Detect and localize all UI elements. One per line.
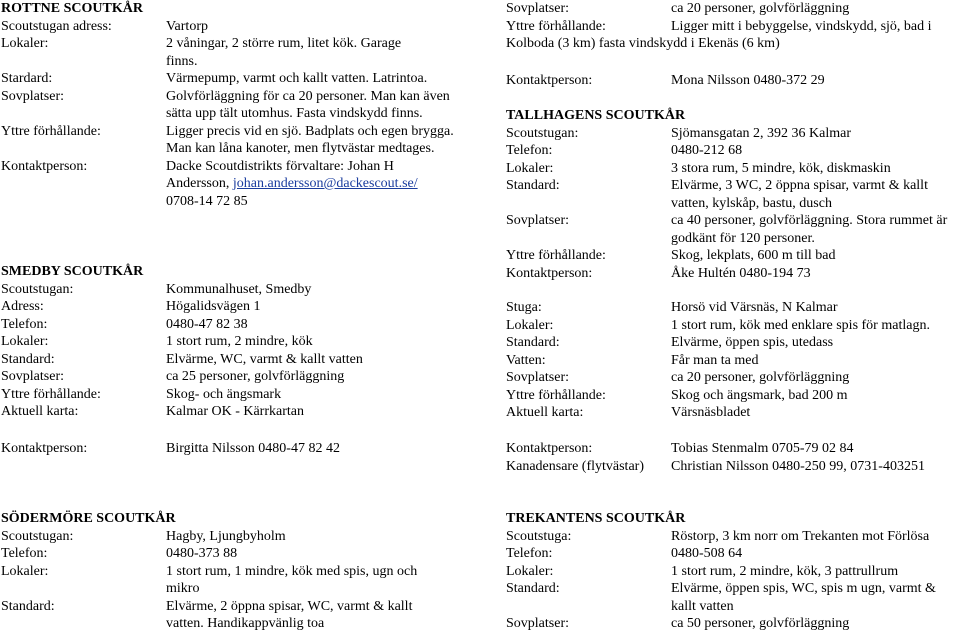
info-value: 3 stora rum, 5 mindre, kök, diskmaskin — [671, 160, 891, 176]
info-row — [1, 281, 479, 299]
info-value: Ligger mitt i bebyggelse, vindskydd, sjö, bad i Kolboda (3 km) fasta vindskydd i Ekenäs (6 km) — [506, 18, 932, 51]
info-row — [506, 212, 958, 247]
info-row — [506, 177, 958, 212]
info-row — [506, 142, 958, 160]
info-value: Kommunalhuset, Smedby — [166, 281, 312, 297]
info-value: 1 stort rum, kök med enklare spis för matlagn. — [671, 317, 930, 333]
info-row — [506, 545, 958, 563]
info-label: Stuga: — [506, 300, 542, 315]
info-label: Telefon: — [1, 316, 48, 332]
info-row — [1, 545, 479, 563]
info-row — [506, 458, 958, 476]
info-row — [1, 18, 479, 36]
email-link[interactable]: johan.andersson@dackescout.se/ — [232, 176, 418, 191]
info-value: ca 50 personer, golvförläggning — [671, 616, 850, 631]
info-value: Hagby, Ljungbyholm — [166, 528, 286, 544]
info-row — [1, 70, 479, 88]
info-row — [506, 160, 958, 178]
info-row — [1, 88, 479, 123]
info-value: Horsö vid Värsnäs, N Kalmar — [671, 300, 838, 315]
section-title: TREKANTENS SCOUTKÅR — [506, 511, 686, 526]
info-row — [1, 333, 479, 351]
info-row — [506, 440, 958, 458]
info-value: 0480-47 82 38 — [166, 316, 248, 332]
info-label: Sovplatser: — [506, 370, 569, 385]
info-value: Golvförläggning för ca 20 personer. Man kan även sätta upp tält utomhus. Fasta vindskydd finns. — [166, 88, 450, 121]
info-value: ca 40 personer, golvförläggning. Stora rummet är godkänt för 120 personer. — [671, 213, 948, 246]
info-value: Ligger precis vid en sjö. Badplats och egen brygga. Man kan låna kanoter, men flytvästar medtages. — [166, 123, 454, 156]
info-label: Aktuell karta: — [506, 405, 584, 420]
info-value: Vartorp — [166, 18, 208, 34]
info-label: Lokaler: — [506, 160, 554, 176]
info-value: Värsnäsbladet — [671, 405, 751, 420]
info-label: Lokaler: — [1, 563, 49, 579]
continued-contact — [506, 72, 958, 90]
info-label: Standard: — [506, 581, 560, 596]
info-value: Elvärme, 2 öppna spisar, WC, varmt & kallt vatten. Handikappvänlig toa — [166, 598, 413, 631]
info-row — [506, 299, 958, 317]
info-row — [1, 123, 479, 158]
info-value: 0480-373 88 — [166, 546, 238, 561]
info-value: Värmepump, varmt och kallt vatten. Latrintoa. — [166, 71, 428, 86]
info-row — [506, 615, 958, 633]
info-row — [506, 265, 958, 283]
section-continued — [506, 0, 958, 53]
section-tallhagen — [506, 107, 958, 282]
info-row — [1, 403, 479, 421]
info-label: Scoutstugan adress: — [1, 18, 112, 34]
section-title: SMEDBY SCOUTKÅR — [1, 264, 144, 279]
info-label: Standard: — [506, 178, 560, 193]
info-value: Röstorp, 3 km norr om Trekanten mot Förlösa — [671, 528, 930, 544]
info-row — [1, 386, 479, 404]
horso-contacts — [506, 440, 958, 475]
info-label: Stardard: — [1, 71, 53, 86]
info-value: Tobias Stenmalm 0705-79 02 84 — [671, 441, 854, 456]
info-row-wide — [506, 18, 958, 53]
info-row — [506, 387, 958, 405]
info-label: Kanadensare (flytvästar) — [506, 458, 644, 474]
info-label: Adress: — [1, 299, 44, 314]
info-value: Elvärme, öppen spis, WC, spis m ugn, varmt & kallt vatten — [671, 581, 936, 614]
info-row — [506, 369, 958, 387]
contact-value — [166, 158, 458, 211]
info-row — [1, 598, 479, 633]
info-value: Mona Nilsson 0480-372 29 — [671, 73, 825, 88]
info-value: Skog och ängsmark, bad 200 m — [671, 387, 848, 403]
info-value: 2 våningar, 2 större rum, litet kök. Garage finns. — [166, 36, 402, 69]
info-label: Lokaler: — [506, 317, 554, 333]
section-sodermore — [1, 510, 479, 633]
info-row — [1, 351, 479, 369]
info-label: Scoutstuga: — [506, 528, 572, 544]
info-label: Kontaktperson: — [1, 441, 88, 456]
info-value: Christian Nilsson 0480-250 99, 0731-403251 — [671, 458, 925, 474]
section-trekanten — [506, 510, 958, 633]
info-value: ca 25 personer, golvförläggning — [166, 369, 345, 384]
info-label: Lokaler: — [1, 36, 49, 51]
info-row — [506, 352, 958, 370]
info-label: Scoutstugan: — [1, 528, 74, 544]
info-value: Elvärme, WC, varmt & kallt vatten — [166, 351, 363, 367]
info-label: Sovplatser: — [1, 369, 64, 384]
info-label: Yttre förhållande: — [506, 18, 606, 34]
info-label: Yttre förhållande: — [506, 248, 606, 263]
smedby-contact — [1, 440, 479, 458]
info-row — [1, 440, 479, 458]
info-label: Sovplatser: — [506, 213, 569, 228]
info-value: Åke Hultén 0480-194 73 — [671, 265, 811, 281]
info-label: Kontaktperson: — [1, 158, 88, 174]
info-label: Lokaler: — [1, 334, 49, 349]
info-label: Telefon: — [1, 546, 48, 561]
info-row — [1, 368, 479, 386]
info-label: Kontaktperson: — [506, 441, 593, 456]
info-value: 0480-212 68 — [671, 143, 743, 158]
info-label: Standard: — [506, 335, 560, 350]
rottne-rows — [1, 18, 479, 211]
section-rottne — [1, 0, 479, 210]
info-row — [506, 334, 958, 352]
info-label: Kontaktperson: — [506, 73, 593, 88]
info-row — [506, 580, 958, 615]
section-title: ROTTNE SCOUTKÅR — [1, 1, 143, 16]
info-value: Kalmar OK - Kärrkartan — [166, 404, 304, 419]
info-row — [506, 125, 958, 143]
section-title: SÖDERMÖRE SCOUTKÅR — [1, 511, 176, 526]
info-row — [1, 316, 479, 334]
info-label: Standard: — [1, 598, 55, 614]
info-value: Birgitta Nilsson 0480-47 82 42 — [166, 441, 340, 456]
info-value: 1 stort rum, 1 mindre, kök med spis, ugn och mikro — [166, 563, 418, 596]
info-value: ca 20 personer, golvförläggning — [671, 370, 850, 385]
info-row — [1, 158, 479, 211]
info-value: 0480-508 64 — [671, 546, 743, 561]
info-label: Telefon: — [506, 143, 553, 158]
info-value: Högalidsvägen 1 — [166, 299, 261, 314]
info-label: Lokaler: — [506, 563, 554, 579]
info-label: Telefon: — [506, 546, 553, 561]
info-value: 1 stort rum, 2 mindre, kök, 3 pattrullrum — [671, 563, 899, 579]
info-row — [506, 563, 958, 581]
info-label: Yttre förhållande: — [1, 123, 101, 139]
section-title: TALLHAGENS SCOUTKÅR — [506, 108, 686, 123]
info-label: Kontaktperson: — [506, 265, 593, 281]
info-value: Elvärme, öppen spis, utedass — [671, 335, 834, 350]
section-smedby — [1, 263, 479, 421]
info-value: 1 stort rum, 2 mindre, kök — [166, 334, 313, 349]
info-value: Sjömansgatan 2, 392 36 Kalmar — [671, 125, 852, 141]
info-label: Scoutstugan: — [1, 281, 74, 297]
info-row — [1, 528, 479, 546]
info-label: Vatten: — [506, 352, 546, 368]
info-label: Standard: — [1, 351, 55, 367]
info-row — [506, 247, 958, 265]
info-label: Sovplatser: — [1, 88, 64, 104]
info-row — [1, 298, 479, 316]
info-row — [506, 317, 958, 335]
info-label: Yttre förhållande: — [506, 387, 606, 403]
info-value: ca 20 personer, golvförläggning — [671, 1, 850, 16]
info-row — [1, 35, 479, 70]
info-value: Får man ta med — [671, 352, 759, 368]
info-row — [506, 528, 958, 546]
info-label: Scoutstugan: — [506, 125, 579, 141]
info-value: Skog, lekplats, 600 m till bad — [671, 248, 836, 263]
info-row — [506, 404, 958, 422]
info-value: Skog- och ängsmark — [166, 386, 282, 402]
contact-text: Dacke Scoutdistrikts förvaltare: Johan H Andersson, — [166, 158, 394, 191]
info-label: Sovplatser: — [506, 616, 569, 631]
info-row — [506, 0, 958, 18]
info-value: Elvärme, 3 WC, 2 öppna spisar, varmt & kallt vatten, kylskåp, bastu, dusch — [671, 178, 928, 211]
info-row — [1, 563, 479, 598]
info-label: Yttre förhållande: — [1, 386, 101, 402]
info-row — [506, 72, 958, 90]
info-label: Sovplatser: — [506, 1, 569, 16]
info-label: Aktuell karta: — [1, 404, 79, 419]
contact-phone: 0708-14 72 85 — [166, 193, 248, 209]
section-horso — [506, 299, 958, 422]
